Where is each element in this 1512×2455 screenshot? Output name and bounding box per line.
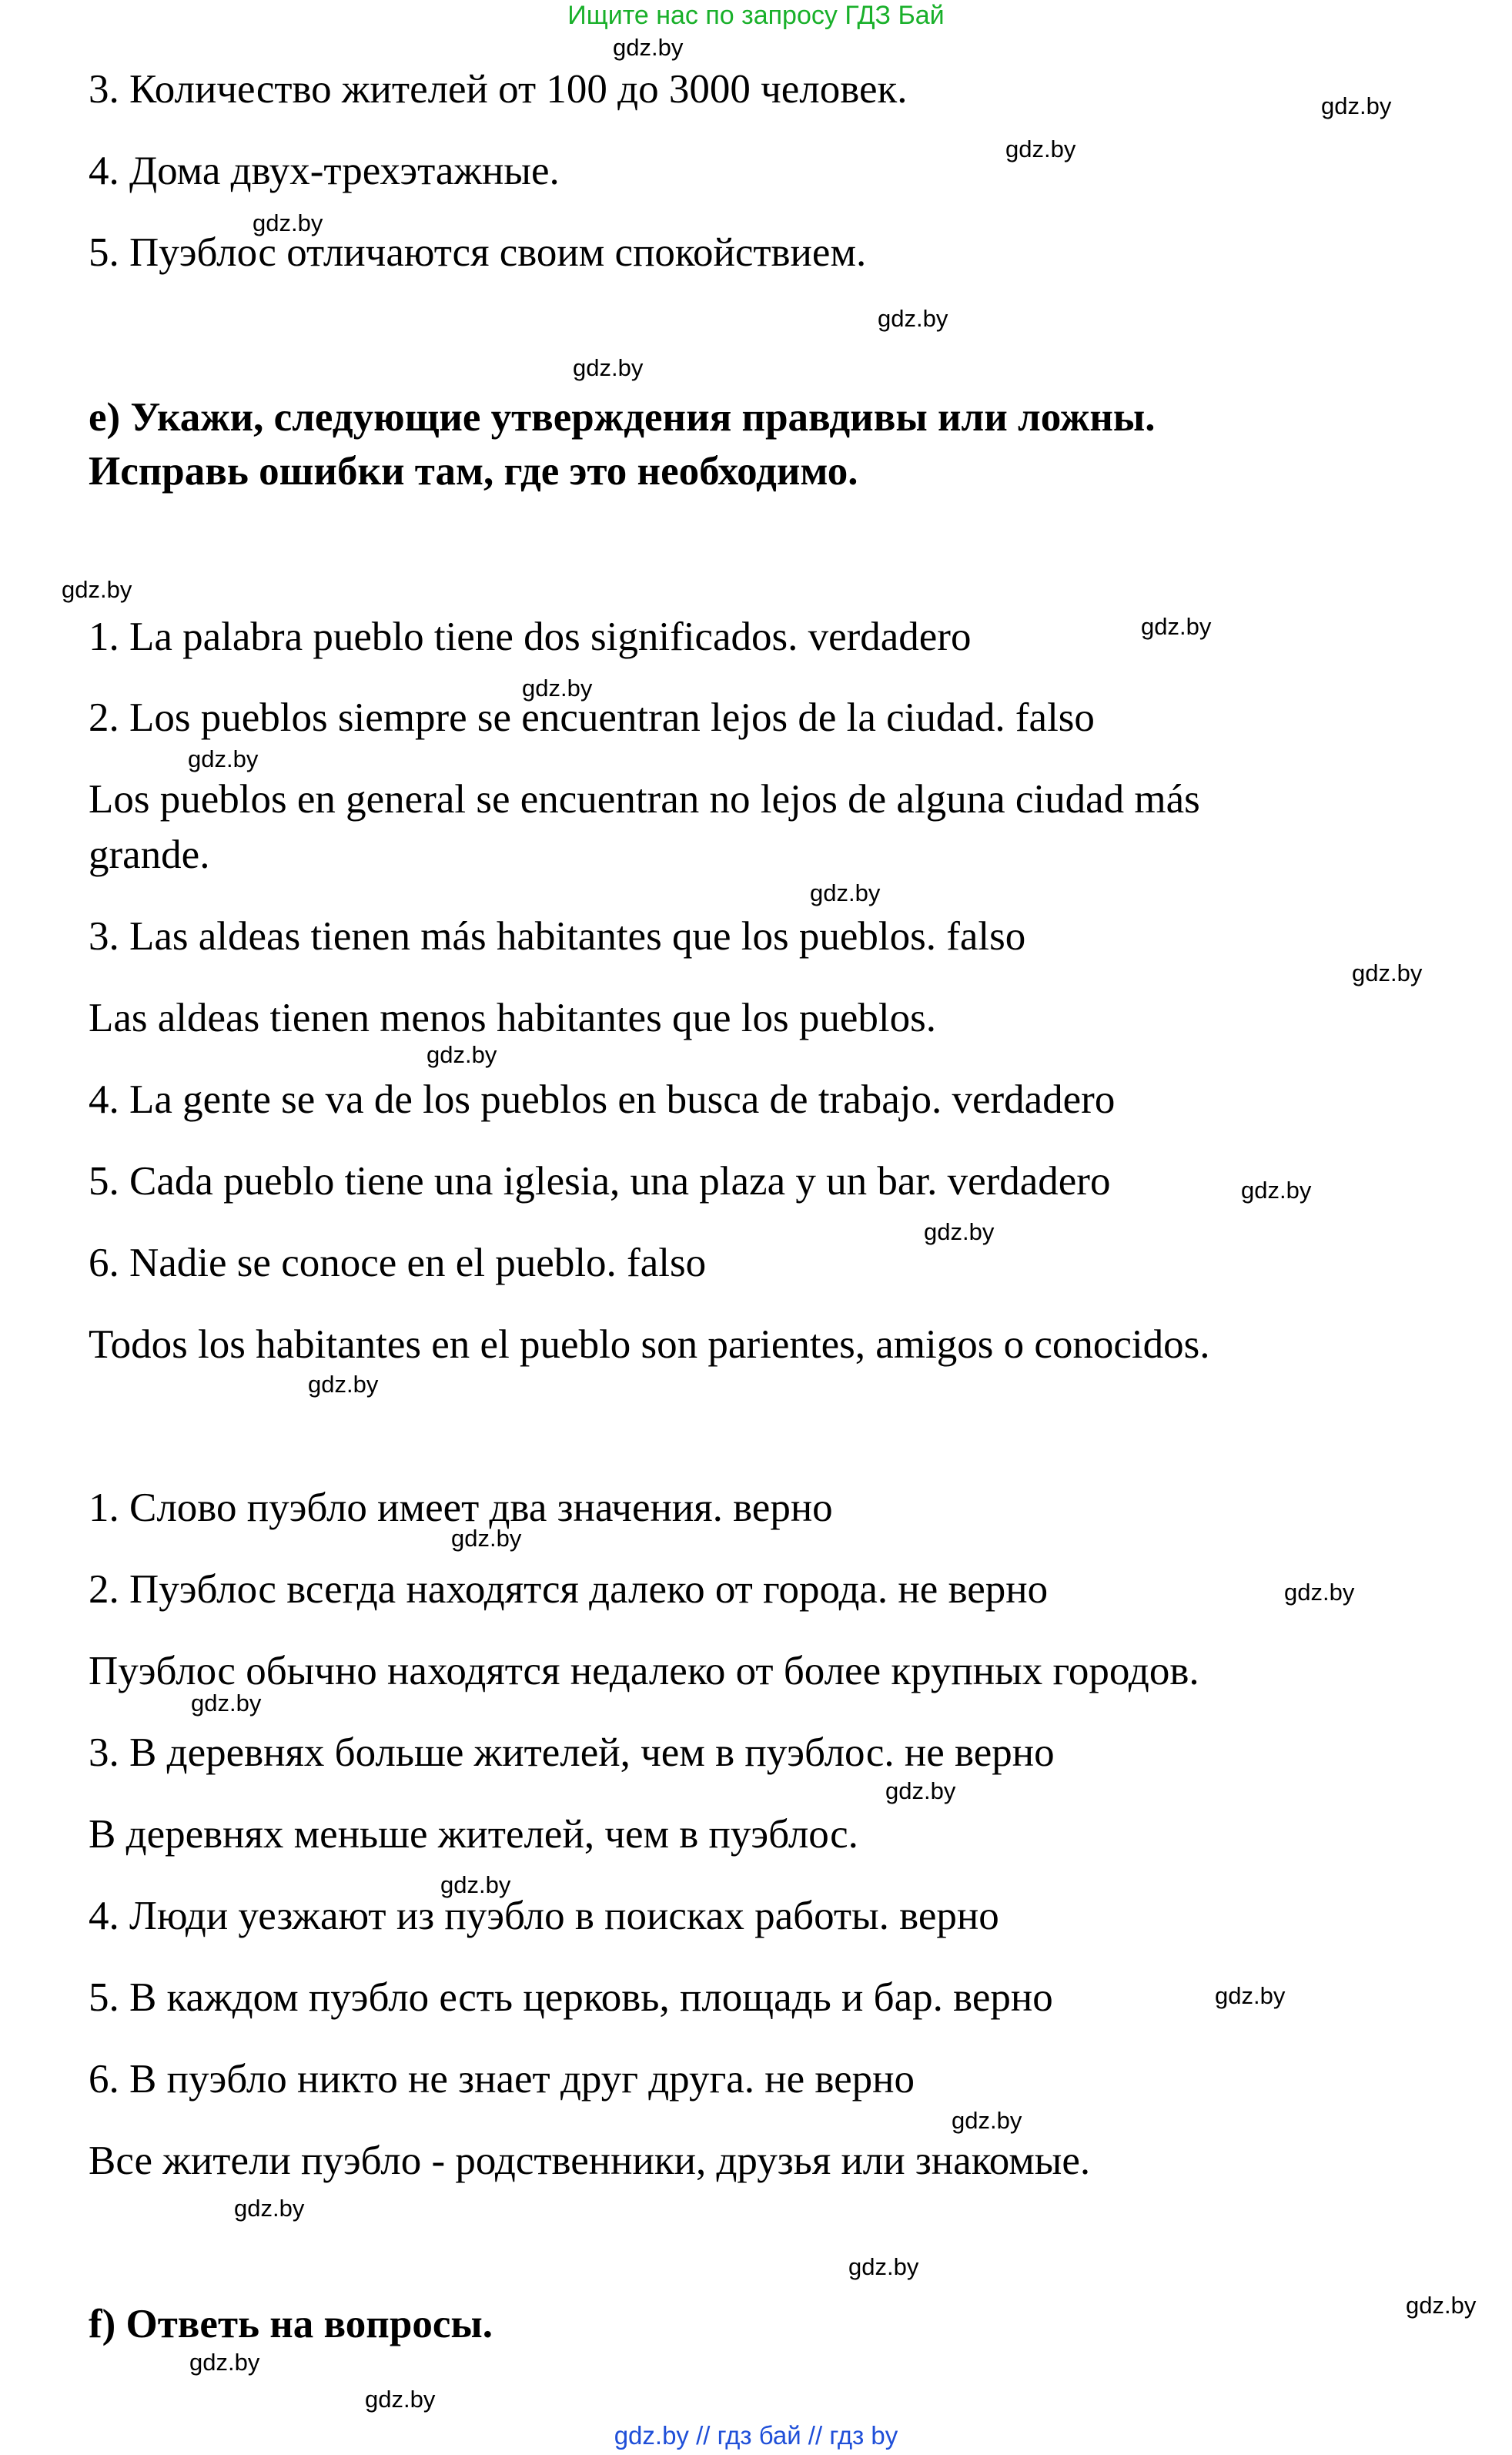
- spanish-answer: grande.: [89, 832, 210, 877]
- watermark: gdz.by: [1141, 613, 1212, 640]
- russian-answer: Все жители пуэбло - родственники, друзья или знакомые.: [89, 2138, 1091, 2183]
- watermark: gdz.by: [253, 209, 323, 236]
- spanish-answer: 2. Los pueblos siempre se encuentran lejos de la ciudad. falso: [89, 695, 1095, 740]
- watermark: gdz.by: [1406, 2292, 1477, 2319]
- russian-answer: В деревнях меньше жителей, чем в пуэблос.: [89, 1812, 858, 1857]
- watermark: gdz.by: [885, 1777, 956, 1804]
- watermark: gdz.by: [1352, 960, 1423, 986]
- watermark: gdz.by: [1005, 136, 1076, 162]
- site-banner: Ищите нас по запросу ГДЗ Бай: [567, 1, 945, 30]
- watermark: gdz.by: [308, 1371, 379, 1398]
- watermark: gdz.by: [613, 34, 684, 61]
- section-e-heading-line2: Исправь ошибки там, где это необходимо.: [89, 449, 858, 494]
- list-item: 3. Количество жителей от 100 до 3000 человек.: [89, 67, 908, 112]
- watermark: gdz.by: [365, 2386, 436, 2413]
- russian-answer: 1. Слово пуэбло имеет два значения. верно: [89, 1485, 833, 1530]
- site-footer: gdz.by // гдз бай // гдз by: [614, 2421, 898, 2450]
- watermark: gdz.by: [573, 354, 644, 381]
- watermark: gdz.by: [440, 1871, 511, 1898]
- watermark: gdz.by: [878, 305, 948, 332]
- russian-answer: 3. В деревнях больше жителей, чем в пуэблос. не верно: [89, 1730, 1055, 1775]
- russian-answer: 6. В пуэбло никто не знает друг друга. не верно: [89, 2057, 915, 2102]
- spanish-answer: Todos los habitantes en el pueblo son parientes, amigos o conocidos.: [89, 1322, 1210, 1367]
- spanish-answer: 3. Las aldeas tienen más habitantes que los pueblos. falso: [89, 914, 1026, 959]
- watermark: gdz.by: [810, 879, 881, 906]
- list-item: 5. Пуэблос отличаются своим спокойствием.: [89, 230, 867, 275]
- spanish-answer: 5. Cada pueblo tiene una iglesia, una plaza y un bar. verdadero: [89, 1159, 1111, 1204]
- watermark: gdz.by: [451, 1525, 522, 1552]
- watermark: gdz.by: [62, 576, 132, 603]
- watermark: gdz.by: [1284, 1579, 1355, 1606]
- watermark: gdz.by: [189, 2349, 260, 2376]
- watermark: gdz.by: [234, 2195, 305, 2222]
- watermark: gdz.by: [1321, 92, 1392, 119]
- watermark: gdz.by: [191, 1690, 262, 1716]
- watermark: gdz.by: [1241, 1177, 1312, 1204]
- spanish-answer: 6. Nadie se conoce en el pueblo. falso: [89, 1241, 707, 1285]
- russian-answer: 2. Пуэблос всегда находятся далеко от города. не верно: [89, 1567, 1049, 1612]
- watermark: gdz.by: [427, 1041, 497, 1068]
- watermark: gdz.by: [188, 745, 259, 772]
- section-e-heading-line1: e) Укажи, следующие утверждения правдивы или ложны.: [89, 395, 1156, 440]
- section-f-heading: f) Ответь на вопросы.: [89, 2302, 493, 2346]
- russian-answer: 4. Люди уезжают из пуэбло в поисках работы. верно: [89, 1894, 999, 1938]
- spanish-answer: 4. La gente se va de los pueblos en busca de trabajo. verdadero: [89, 1077, 1116, 1122]
- spanish-answer: Las aldeas tienen menos habitantes que los pueblos.: [89, 996, 936, 1040]
- watermark: gdz.by: [952, 2107, 1022, 2134]
- russian-answer: 5. В каждом пуэбло есть церковь, площадь и бар. верно: [89, 1975, 1053, 2020]
- watermark: gdz.by: [522, 675, 593, 702]
- watermark: gdz.by: [924, 1218, 995, 1245]
- list-item: 4. Дома двух-трехэтажные.: [89, 149, 560, 193]
- russian-answer: Пуэблос обычно находятся недалеко от более крупных городов.: [89, 1649, 1199, 1693]
- spanish-answer: 1. La palabra pueblo tiene dos significados. verdadero: [89, 615, 972, 659]
- watermark: gdz.by: [1215, 1982, 1286, 2009]
- watermark: gdz.by: [848, 2253, 919, 2280]
- spanish-answer: Los pueblos en general se encuentran no lejos de alguna ciudad más: [89, 777, 1200, 822]
